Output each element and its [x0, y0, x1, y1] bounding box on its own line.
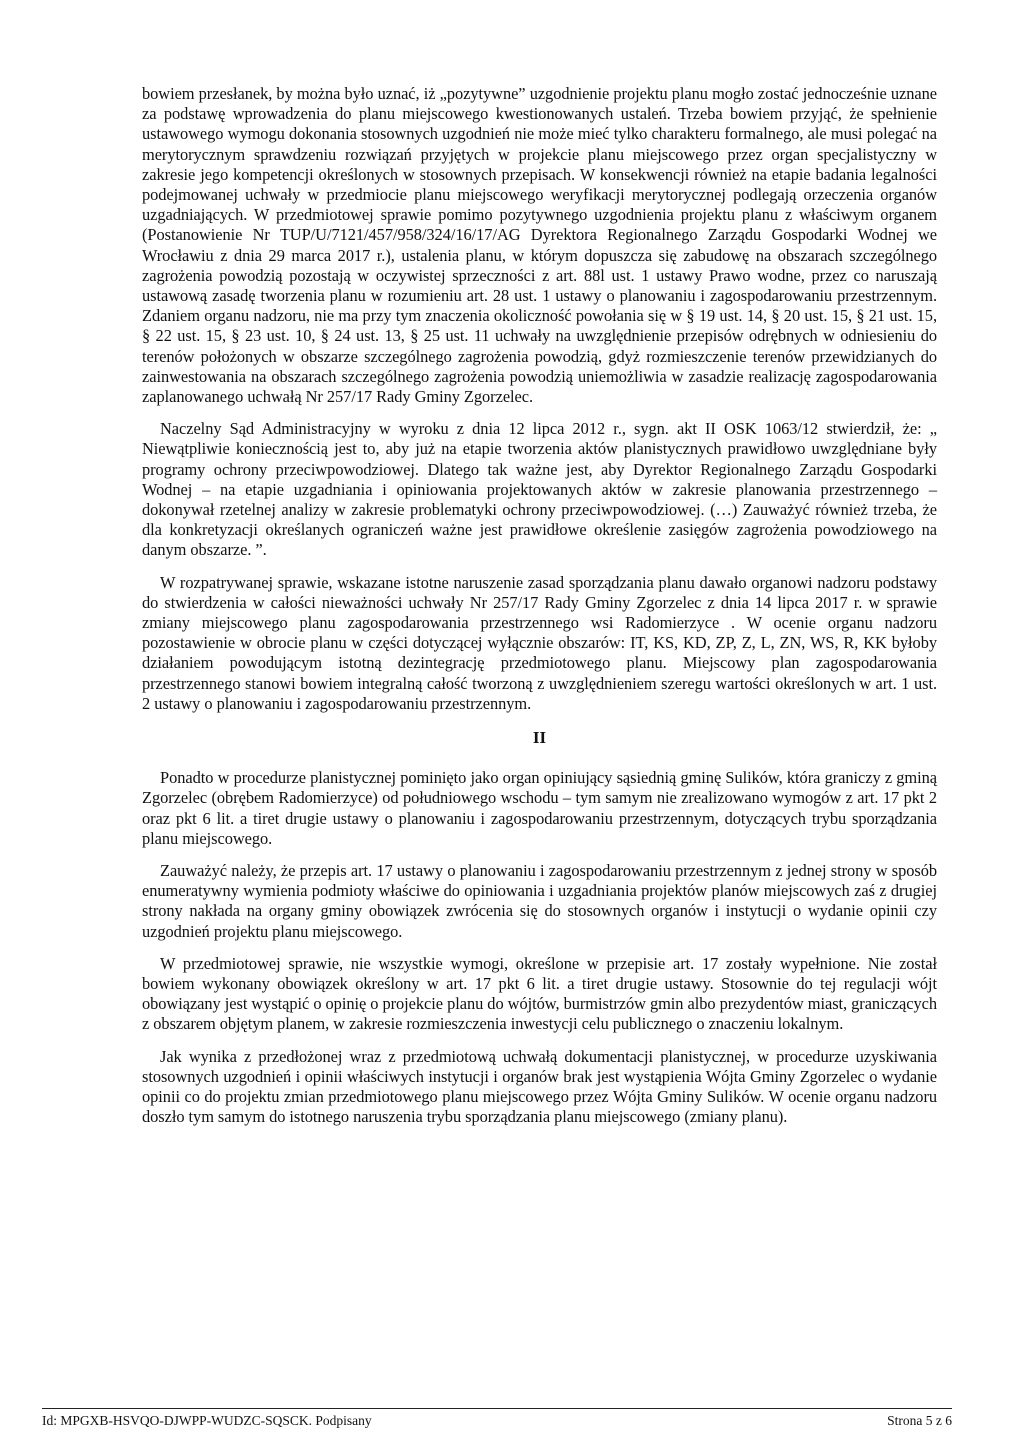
section-heading: II [532, 728, 547, 748]
paragraph-nsa-ruling: Naczelny Sąd Administracyjny w wyroku z dnia 12 lipca 2012 r., sygn. akt II OSK 1063/12 stwierdził, że: „ Niewątpliwie koniecznością jest to, aby już na etapie tworzenia aktów planistycznych prawidłowo uwzględniane były programy ochrony przeciwpowodziowej. Dlatego tak ważne jest, aby Dyrektor Regionalnego Zarządu Gospodarki Wodnej – na etapie uzgadniania i opiniowania projektowanych aktów w zakresie planowania przestrzennego – dokonywał rzetelnej analizy w zakresie problematyki ochrony przeciwpowodziowej. (…) Zauważyć również trzeba, że dla konkretyzacji określanych ograniczeń ważne jest prawidłowe określenie zasięgów zagrożenia powodziowego na danym obszarze. ”. [142, 419, 937, 560]
paragraph-art17: Zauważyć należy, że przepis art. 17 ustawy o planowaniu i zagospodarowaniu przestrzennym z jednej strony w sposób enumeratywny wymienia podmioty właściwe do opiniowania i uzgadniania projektów planów miejscowych zaś z drugiej strony nakłada na organy gminy obowiązek zwrócenia się do stosownych organów i instytucji o wydanie opinii czy uzgodnień projektu planu miejscowego. [142, 860, 937, 941]
document-id: Id: MPGXB-HSVQO-DJWPP-WUDZC-SQSCK. Podpisany [42, 1413, 372, 1428]
page-number: Strona 5 z 6 [887, 1413, 952, 1428]
page-footer [42, 1408, 952, 1429]
paragraph-conclusion: W rozpatrywanej sprawie, wskazane istotne naruszenie zasad sporządzania planu dawało organowi nadzoru podstawy do stwierdzenia w całości nieważności uchwały Nr 257/17 Rady Gminy Zgorzelec z dnia 14 lipca 2017 r. w sprawie zmiany miejscowego planu zagospodarowania przestrzennego wsi Radomierzyce . W ocenie organu nadzoru pozostawienie w obrocie planu w części dotyczącej wyłącznie obszarów: IT, KS, KD, ZP, Z, L, ZN, WS, R, KK byłoby działaniem powodującym istotną dezintegrację przedmiotowego planu. Miejscowy plan zagospodarowania przestrzennego stanowi bowiem integralną całość tworzoną z uwzględnieniem szeregu wartości określonych w art. 1 ust. 2 ustawy o planowaniu i zagospodarowaniu przestrzennym. [142, 572, 937, 713]
paragraph-continuation: bowiem przesłanek, by można było uznać, iż „pozytywne” uzgodnienie projektu planu mogło zostać jednocześnie uznane za podstawę wprowadzenia do planu miejscowego kwestionowanych ustaleń. Trzeba bowiem przyjąć, że spełnienie ustawowego wymogu dokonania stosownych uzgodnień nie może mieć tylko charakteru formalnego, ale musi polegać na merytorycznym sprawdzeniu rozwiązań przyjętych w projekcie planu miejscowego przez organ specjalistyczny w zakresie jego kompetencji określonych w stosownych przepisach. W konsekwencji również na etapie badania legalności podejmowanej uchwały w przedmiocie planu miejscowego weryfikacji merytorycznej podlegają orzeczenia organów uzgadniających. W przedmiotowej sprawie pomimo pozytywnego uzgodnienia projektu planu z właściwym organem (Postanowienie Nr TUP/U/7121/457/958/324/16/17/AG Dyrektora Regionalnego Zarządu Gospodarki Wodnej we Wrocławiu z dnia 29 marca 2017 r.), ustalenia planu, w którym dopuszcza się zabudowę na obszarach szczególnego zagrożenia powodzią pozostają w oczywistej sprzeczności z art. 88l ust. 1 ustawy Prawo wodne, przez co naruszają ustawową zasadę tworzenia planu w rozumieniu art. 28 ust. 1 ustawy o planowaniu i zagospodarowaniu przestrzennym. Zdaniem organu nadzoru, nie ma przy tym znaczenia okoliczność powołania się w § 19 ust. 14, § 20 ust. 15, § 21 ust. 15, § 22 ust. 15, § 23 ust. 10, § 24 ust. 13, § 25 ust. 11 uchwały na uwzględnienie przepisów odrębnych w odniesieniu do terenów położonych w obszarze szczególnego zagrożenia powodzią, gdyż rozmieszczenie terenów przewidzianych do zainwestowania na obszarach szczególnego zagrożenia powodzią uniemożliwia w zasadzie realizację zagospodarowania zaplanowanego uchwałą Nr 257/17 Rady Gminy Zgorzelec. [142, 84, 937, 407]
paragraph-requirements: W przedmiotowej sprawie, nie wszystkie wymogi, określone w przepisie art. 17 zostały wypełnione. Nie został bowiem wykonany obowiązek określony w art. 17 pkt 6 lit. a tiret drugie ustawy. Stosownie do tej regulacji wójt obowiązany jest wystąpić o opinię o projekcie planu do wójtów, burmistrzów gmin albo prezydentów miast, graniczących z obszarem objętym planem, w zakresie rozmieszczenia inwestycji celu publicznego o znaczeniu lokalnym. [142, 953, 937, 1034]
document-body [142, 84, 937, 1127]
paragraph-documentation: Jak wynika z przedłożonej wraz z przedmiotową uchwałą dokumentacji planistycznej, w procedurze uzyskiwania stosownych uzgodnień i opinii właściwych instytucji i organów brak jest wystąpienia Wójta Gminy Zgorzelec o wydanie opinii co do projektu zmian przedmiotowego planu miejscowego przez Wójta Gminy Sulików. W ocenie organu nadzoru doszło tym samym do istotnego naruszenia trybu sporządzania planu miejscowego (zmiany planu). [142, 1046, 937, 1127]
paragraph-sulikow: Ponadto w procedurze planistycznej pominięto jako organ opiniujący sąsiednią gminę Sulików, która graniczy z gminą Zgorzelec (obrębem Radomierzyce) od południowego wschodu – tym samym nie zrealizowano wymogów z art. 17 pkt 2 oraz pkt 6 lit. a tiret drugie ustawy o planowaniu i zagospodarowaniu przestrzennym, dotyczących trybu sporządzania planu miejscowego. [142, 768, 937, 848]
